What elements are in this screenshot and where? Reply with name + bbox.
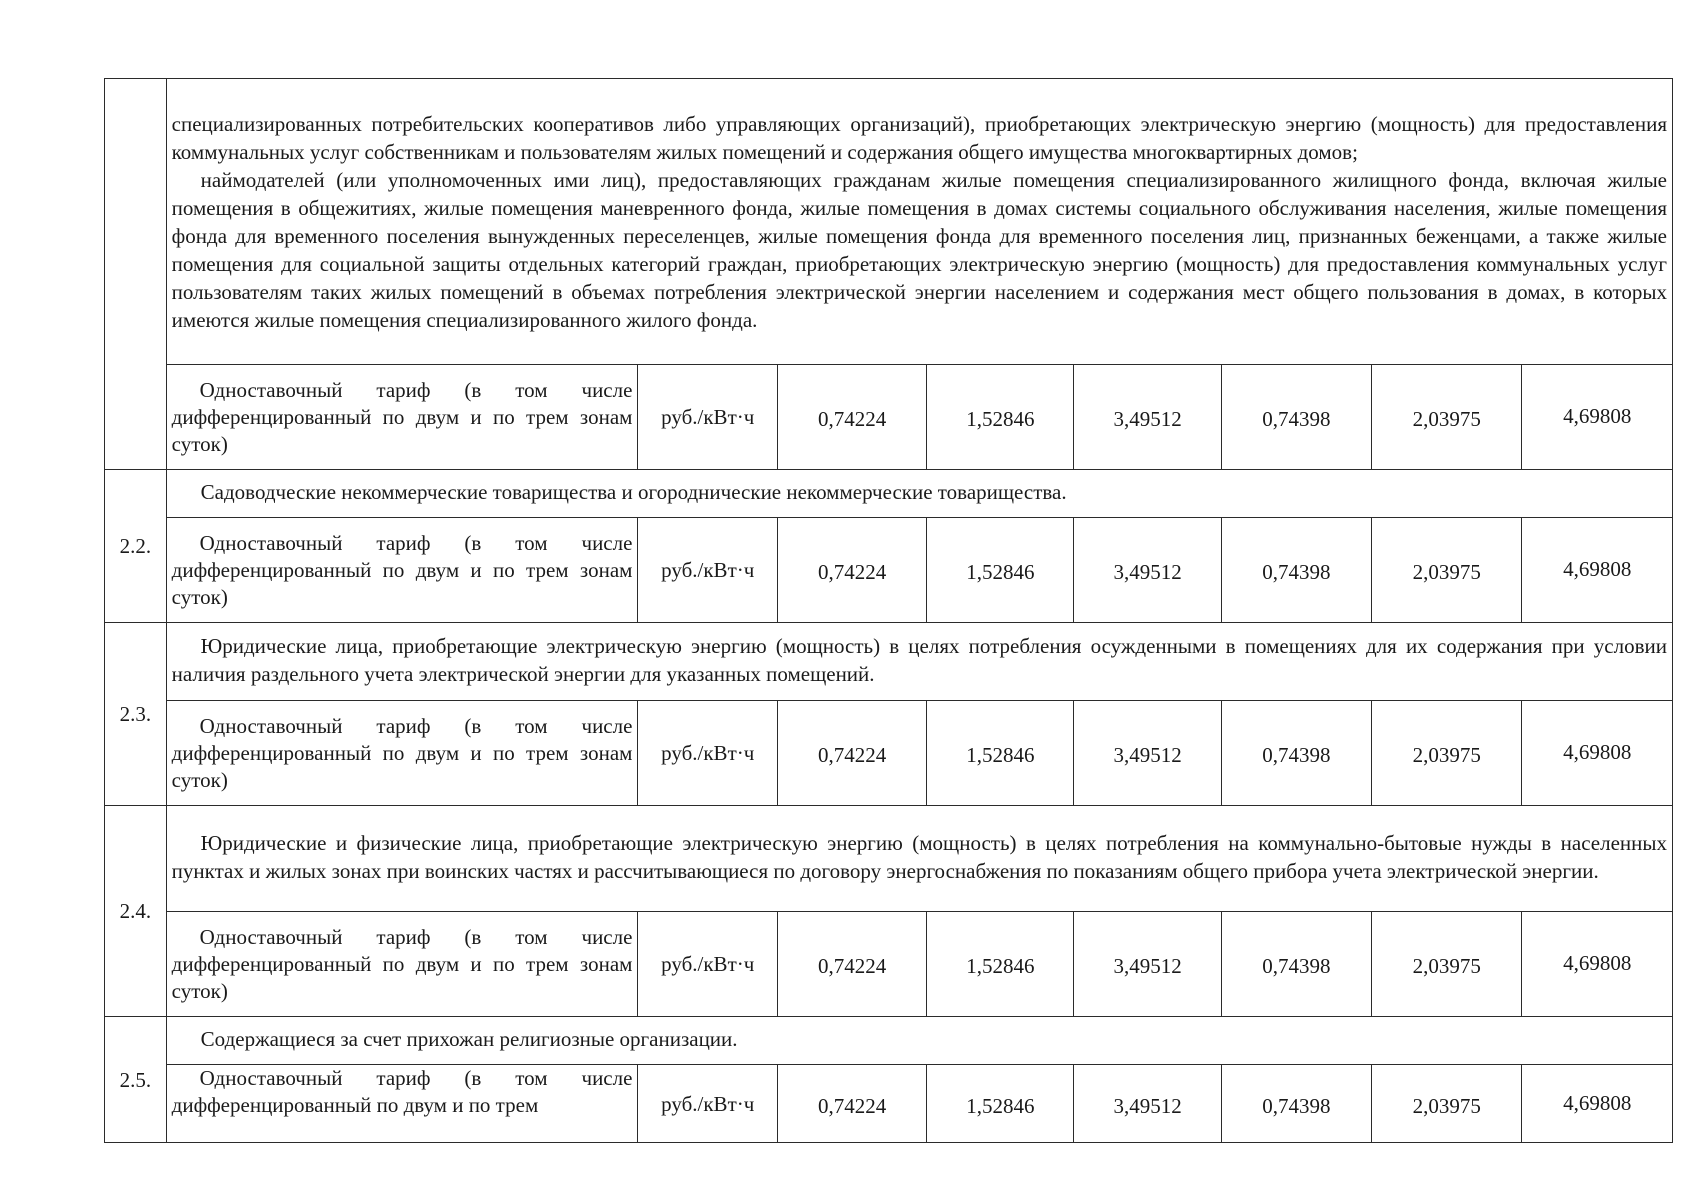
value-cell-2: 1,52846 — [927, 701, 1074, 806]
intro-paragraph-1: специализированных потребительских кооперативов либо управляющих организаций), приобретающих электрическую энергию (мощность) для предоставления коммунальных услуг собственникам и пользователям жилых помещений и содержания общего имущества многоквартирных домов; — [171, 111, 1667, 164]
value-cell-2: 1,52846 — [927, 912, 1074, 1017]
value-cell-5: 2,03975 — [1372, 1065, 1522, 1143]
section-number: 2.3. — [105, 623, 167, 806]
section-title: Садоводческие некоммерческие товарищества и огороднические некоммерческие товарищества. — [166, 470, 1672, 518]
section-title: Юридические лица, приобретающие электрическую энергию (мощность) в целях потребления осужденными в помещениях для их содержания при условии наличия раздельного учета электрической энергии для указанных помещений. — [166, 623, 1672, 701]
value-cell-1: 0,74224 — [778, 701, 927, 806]
value-cell-2: 1,52846 — [927, 365, 1074, 470]
intro-paragraph-2: наймодателей (или уполномоченных ими лиц), предоставляющих гражданам жилые помещения специализированного жилищного фонда, включая жилые помещения в общежитиях, жилые помещения маневренного фонда, жилые помещения в домах системы социального обслуживания населения, жилые помещения фонда для временного поселения вынужденных переселенцев, жилые помещения фонда для временного поселения лиц, признанных беженцами, а также жилые помещения для социальной защиты отдельных категорий граждан, приобретающих электрическую энергию (мощность) для предоставления коммунальных услуг пользователям таких жилых помещений в объемах потребления электрической энергии населением и содержания мест общего пользования в домах, в которых имеются жилые помещения специализированного жилого фонда. — [171, 167, 1667, 332]
tariff-name-cell: Одноставочный тариф (в том числе дифференцированный по двум и по трем зонам суток) — [166, 701, 638, 806]
unit-cell: руб./кВт·ч — [638, 1065, 778, 1143]
value-cell-6: 4,69808 — [1522, 518, 1673, 623]
tariff-row — [105, 365, 1673, 470]
value-cell-1: 0,74224 — [778, 1065, 927, 1143]
value-cell-4: 0,74398 — [1221, 365, 1371, 470]
value-cell-6: 4,69808 — [1522, 701, 1673, 806]
section-title-row — [105, 806, 1673, 912]
continuation-description — [166, 79, 1672, 365]
value-cell-6: 4,69808 — [1522, 365, 1673, 470]
value-cell-4: 0,74398 — [1221, 1065, 1371, 1143]
unit-cell: руб./кВт·ч — [638, 518, 778, 623]
section-title-row — [105, 1017, 1673, 1065]
tariff-name-cell: Одноставочный тариф (в том числе дифференцированный по двум и по трем зонам суток) — [166, 518, 638, 623]
value-cell-5: 2,03975 — [1372, 912, 1522, 1017]
tariff-row — [105, 912, 1673, 1017]
section-title-row — [105, 623, 1673, 701]
value-cell-5: 2,03975 — [1372, 701, 1522, 806]
value-cell-4: 0,74398 — [1221, 912, 1371, 1017]
value-cell-3: 3,49512 — [1074, 701, 1221, 806]
section-title: Юридические и физические лица, приобретающие электрическую энергию (мощность) в целях потребления на коммунально-бытовые нужды в населенных пунктах и жилых зонах при воинских частях и рассчитывающиеся по договору энергоснабжения по показаниям общего прибора учета электрической энергии. — [166, 806, 1672, 912]
unit-cell: руб./кВт·ч — [638, 701, 778, 806]
tariff-table — [104, 78, 1673, 1143]
section-title-row — [105, 470, 1673, 518]
value-cell-3: 3,49512 — [1074, 518, 1221, 623]
value-cell-5: 2,03975 — [1372, 518, 1522, 623]
row-number-cell-empty — [105, 79, 167, 470]
value-cell-3: 3,49512 — [1074, 365, 1221, 470]
section-number: 2.4. — [105, 806, 167, 1017]
tariff-name-cell: Одноставочный тариф (в том числе дифференцированный по двум и по трем зонам суток) — [166, 365, 638, 470]
value-cell-1: 0,74224 — [778, 518, 927, 623]
tariff-row — [105, 1065, 1673, 1143]
tariff-name-cell: Одноставочный тариф (в том числе дифференцированный по двум и по трем — [166, 1065, 638, 1143]
value-cell-6: 4,69808 — [1522, 1065, 1673, 1143]
section-title: Содержащиеся за счет прихожан религиозные организации. — [166, 1017, 1672, 1065]
tariff-row — [105, 701, 1673, 806]
unit-cell: руб./кВт·ч — [638, 365, 778, 470]
value-cell-3: 3,49512 — [1074, 1065, 1221, 1143]
tariff-name-cell: Одноставочный тариф (в том числе дифференцированный по двум и по трем зонам суток) — [166, 912, 638, 1017]
continuation-description-row — [105, 79, 1673, 365]
unit-cell: руб./кВт·ч — [638, 912, 778, 1017]
value-cell-2: 1,52846 — [927, 1065, 1074, 1143]
value-cell-4: 0,74398 — [1221, 518, 1371, 623]
section-number: 2.2. — [105, 470, 167, 623]
value-cell-5: 2,03975 — [1372, 365, 1522, 470]
value-cell-4: 0,74398 — [1221, 701, 1371, 806]
value-cell-3: 3,49512 — [1074, 912, 1221, 1017]
tariff-row — [105, 518, 1673, 623]
section-number: 2.5. — [105, 1017, 167, 1143]
value-cell-6: 4,69808 — [1522, 912, 1673, 1017]
value-cell-1: 0,74224 — [778, 365, 927, 470]
value-cell-2: 1,52846 — [927, 518, 1074, 623]
value-cell-1: 0,74224 — [778, 912, 927, 1017]
